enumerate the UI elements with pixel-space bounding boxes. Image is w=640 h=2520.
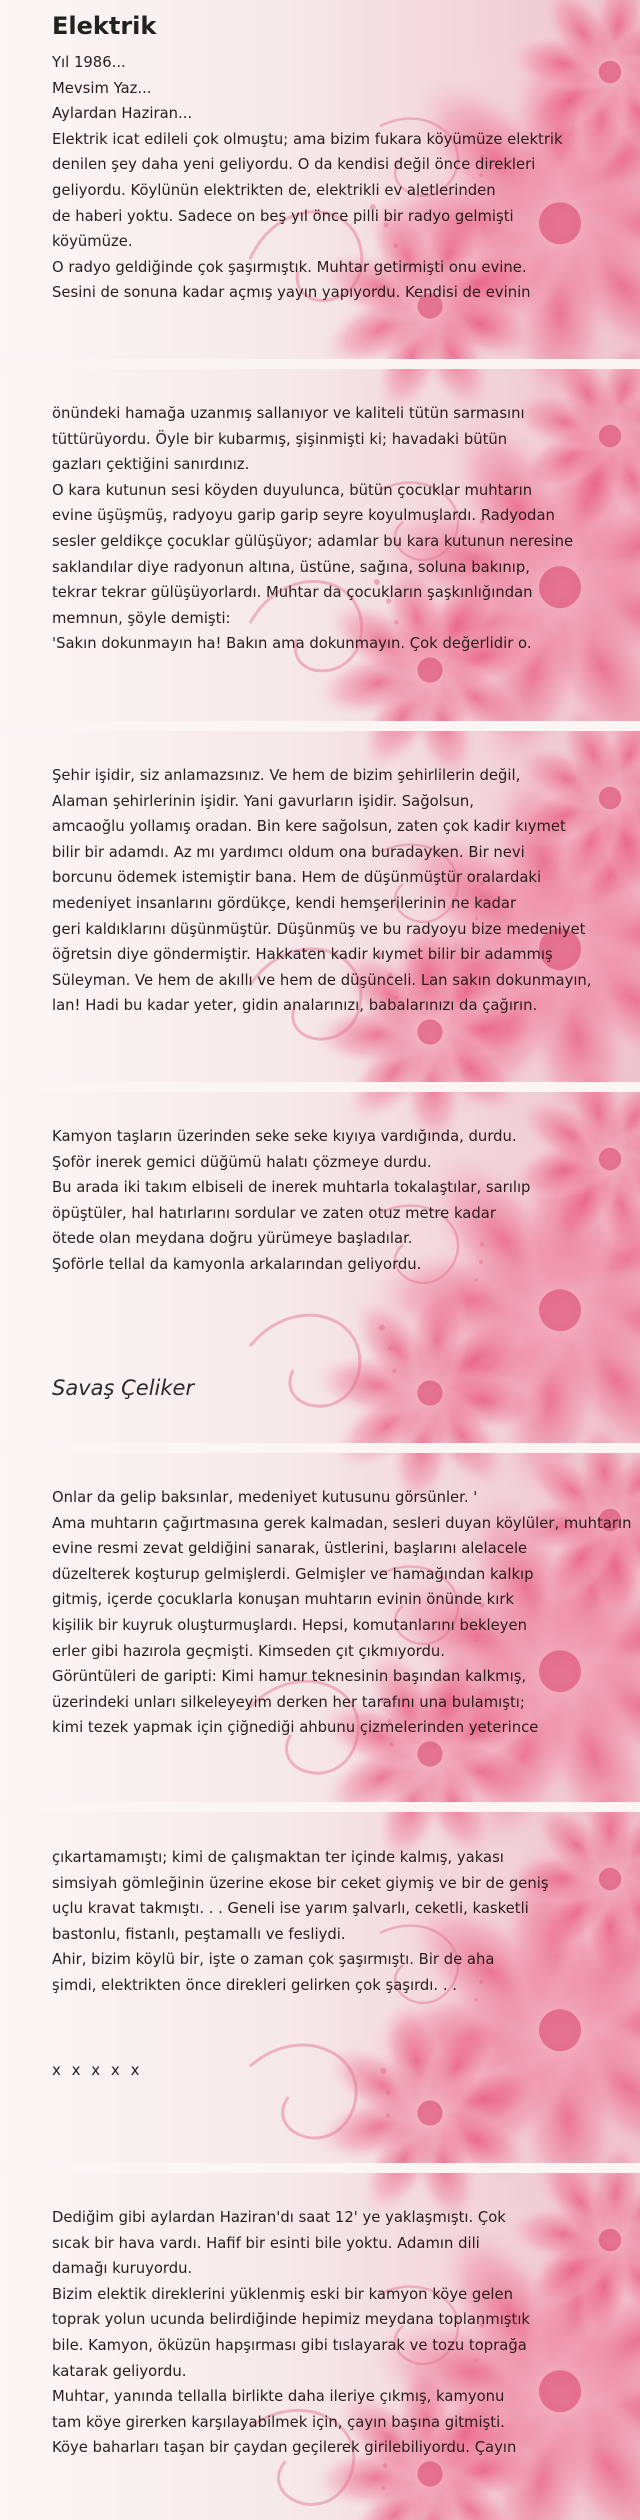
text-line: Görüntüleri de garipti: Kimi hamur teknesinin başından kalkmış,: [52, 1668, 527, 1686]
text-line: öpüştüler, hal hatırlarını sordular ve zaten otuz metre kadar: [52, 1204, 496, 1222]
text-line: düzelterek koşturup gelmişlerdi. Gelmişler ve hamağından kalkıp: [52, 1565, 534, 1583]
text-line: O radyo geldiğinde çok şaşırmıştık. Muhtar getirmişti onu evine.: [52, 258, 527, 276]
text-line: denilen şey daha yeni geliyordu. O da kendisi değil önce direkleri: [52, 156, 536, 174]
text-line: Aylardan Haziran...: [52, 105, 193, 123]
text-line: köyümüze.: [52, 233, 133, 251]
text-line: sesler geldikçe çocuklar gülüşüyor; adamlar bu kara kutunun neresine: [52, 532, 574, 550]
text-line: Dediğim gibi aylardan Haziran'dı saat 12' ye yaklaşmıştı. Çok: [52, 2209, 506, 2226]
text-line: bile. Kamyon, öküzün hapşırması gibi tıslayarak ve tozu toprağa: [52, 2336, 527, 2354]
text-block-7: [52, 2205, 640, 2461]
text-block-2: [52, 401, 640, 657]
text-block-6: [52, 1845, 640, 1999]
text-line: sıcak bir hava vardı. Hafif bir esinti bile yoktu. Adamın dili: [52, 2234, 480, 2252]
text-line: kimi tezek yapmak için çiğnediği ahbunu çizmelerinden yeterince: [52, 1719, 539, 1737]
author-name: Savaş Çeliker: [52, 1376, 195, 1400]
text-line: bastonlu, fistanlı, peştamallı ve fesliydi.: [52, 1925, 346, 1943]
text-line: Bizim elektik direklerini yüklenmiş eski bir kamyon köye gelen: [52, 2285, 514, 2303]
text-line: tam köye girerken karşılayabilmek için, çayın başına gitmişti.: [52, 2413, 505, 2431]
text-line: öğretsin diye göndermiştir. Hakkaten kadir kıymet bilir bir adammış: [52, 946, 553, 964]
text-line: Muhtar, yanında tellalla birlikte daha ileriye çıkmış, kamyonu: [52, 2388, 505, 2406]
text-line: geliyordu. Köylünün elektrikten de, elektrikli ev aletlerinden: [52, 181, 496, 199]
text-block-3: [52, 763, 640, 1019]
text-line: evine resmi zevat geldiğini sanarak, üstlerini, başlarını alelacele: [52, 1540, 528, 1558]
text-line: tüttürüyordu. Öyle bir kubarmış, şişinmişti ki; havadaki bütün: [52, 430, 508, 448]
text-line: lan! Hadi bu kadar yeter, gidin analarınızı, babalarınızı da çağırın.: [52, 997, 538, 1015]
text-line: damağı kuruyordu.: [52, 2260, 193, 2278]
text-line: gazları çektiğini sanırdınız.: [52, 456, 250, 474]
text-line: çıkartamamıştı; kimi de çalışmaktan ter içinde kalmış, yakası: [52, 1849, 504, 1866]
text-line: Şoförle tellal da kamyonla arkalarından geliyordu.: [52, 1255, 422, 1273]
text-line: erler gibi hazırola geçmişti. Kimseden çıt çıkmıyordu.: [52, 1642, 445, 1660]
text-line: uçlu kravat takmıştı. . . Geneli ise yarım şalvarlı, ceketli, kasketli: [52, 1900, 529, 1918]
text-line: Elektrik icat edileli çok olmuştu; ama bizim fukara köyümüze elektrik: [52, 130, 563, 148]
text-line: bilir bir adamdı. Az mı yardımcı oldum ona buradayken. Bir nevi: [52, 843, 525, 861]
text-line: Bu arada iki takım elbiseli de inerek muhtarla tokalaştılar, sarılıp: [52, 1179, 531, 1197]
section-separator: x x x x x: [52, 2061, 143, 2079]
text-line: simsiyah gömleğinin üzerine ekose bir ceket giymiş ve bir de geniş: [52, 1874, 549, 1892]
text-line: Yıl 1986...: [52, 54, 126, 71]
text-line: Onlar da gelip baksınlar, medeniyet kutusunu görsünler. ': [52, 1489, 478, 1506]
text-line: Şoför inerek gemici düğümü halatı çözmeye durdu.: [52, 1153, 432, 1171]
text-line: O kara kutunun sesi köyden duyulunca, bütün çocuklar muhtarın: [52, 481, 533, 499]
text-line: geri kaldıklarını düşünmüştür. Düşünmüş ve bu radyoyu bize medeniyet: [52, 920, 586, 938]
text-line: Kamyon taşların üzerinden seke seke kıyıya vardığında, durdu.: [52, 1128, 517, 1145]
text-line: şimdi, elektrikten önce direkleri gelirken çok şaşırdı. . .: [52, 1976, 457, 1994]
text-line: Mevsim Yaz...: [52, 79, 152, 97]
text-line: medeniyet insanlarını gördükçe, kendi hemşerilerinin ne kadar: [52, 894, 517, 912]
text-block-4: [52, 1124, 640, 1278]
text-line: Şehir işidir, siz anlamazsınız. Ve hem de bizim şehirlilerin değil,: [52, 767, 521, 784]
text-line: evine üşüşmüş, radyoyu garip garip seyre koyulmuşlardı. Radyodan: [52, 507, 555, 525]
text-line: katarak geliyordu.: [52, 2362, 187, 2380]
text-line: tekrar tekrar gülüşüyorlardı. Muhtar da çocukların şaşkınlığından: [52, 584, 533, 602]
text-line: amcaoğlu yollamış oradan. Bin kere sağolsun, zaten çok kadir kıymet: [52, 818, 566, 836]
text-line: Köye baharları taşan bir çaydan geçilerek girilebiliyordu. Çayın: [52, 2439, 517, 2457]
text-line: Sesini de sonuna kadar açmış yayın yapıyordu. Kendisi de evinin: [52, 284, 531, 302]
text-line: Ama muhtarın çağırtmasına gerek kalmadan, sesleri duyan köylüler, muhtarın: [52, 1514, 632, 1532]
text-line: de haberi yoktu. Sadece on beş yıl önce pilli bir radyo gelmişti: [52, 207, 514, 225]
text-line: önündeki hamağa uzanmış sallanıyor ve kaliteli tütün sarmasını: [52, 405, 525, 422]
text-block-5: [52, 1485, 640, 1741]
text-line: memnun, şöyle demişti:: [52, 609, 231, 627]
text-line: Ahir, bizim köylü bir, işte o zaman çok şaşırmıştı. Bir de aha: [52, 1951, 495, 1969]
text-line: toprak yolun ucunda belirdiğinde hepimiz meydana toplanmıştık: [52, 2311, 530, 2329]
text-line: üzerindeki unları silkeleyeyim derken her tarafını una bulamıştı;: [52, 1693, 525, 1711]
text-line: borcunu ödemek istemiştir bana. Hem de düşünmüştür oralardaki: [52, 869, 542, 887]
page-title: Elektrik: [52, 12, 157, 40]
text-line: saklandılar diye radyonun altına, üstüne, sağına, soluna bakınıp,: [52, 558, 530, 576]
text-block-1: [52, 50, 640, 306]
text-line: 'Sakın dokunmayın ha! Bakın ama dokunmayın. Çok değerlidir o.: [52, 635, 532, 653]
text-line: ötede olan meydana doğru yürümeye başladılar.: [52, 1230, 413, 1248]
text-line: Alaman şehirlerinin işidir. Yani gavurların işidir. Sağolsun,: [52, 792, 474, 810]
text-line: gitmiş, içerde çocuklarla konuşan muhtarın evinin önünde kırk: [52, 1591, 515, 1609]
text-line: kişilik bir kuyruk oluşturmuşlardı. Hepsi, komutanlarını bekleyen: [52, 1616, 528, 1634]
text-line: Süleyman. Ve hem de akıllı ve hem de düşünceli. Lan sakın dokunmayın,: [52, 971, 592, 989]
